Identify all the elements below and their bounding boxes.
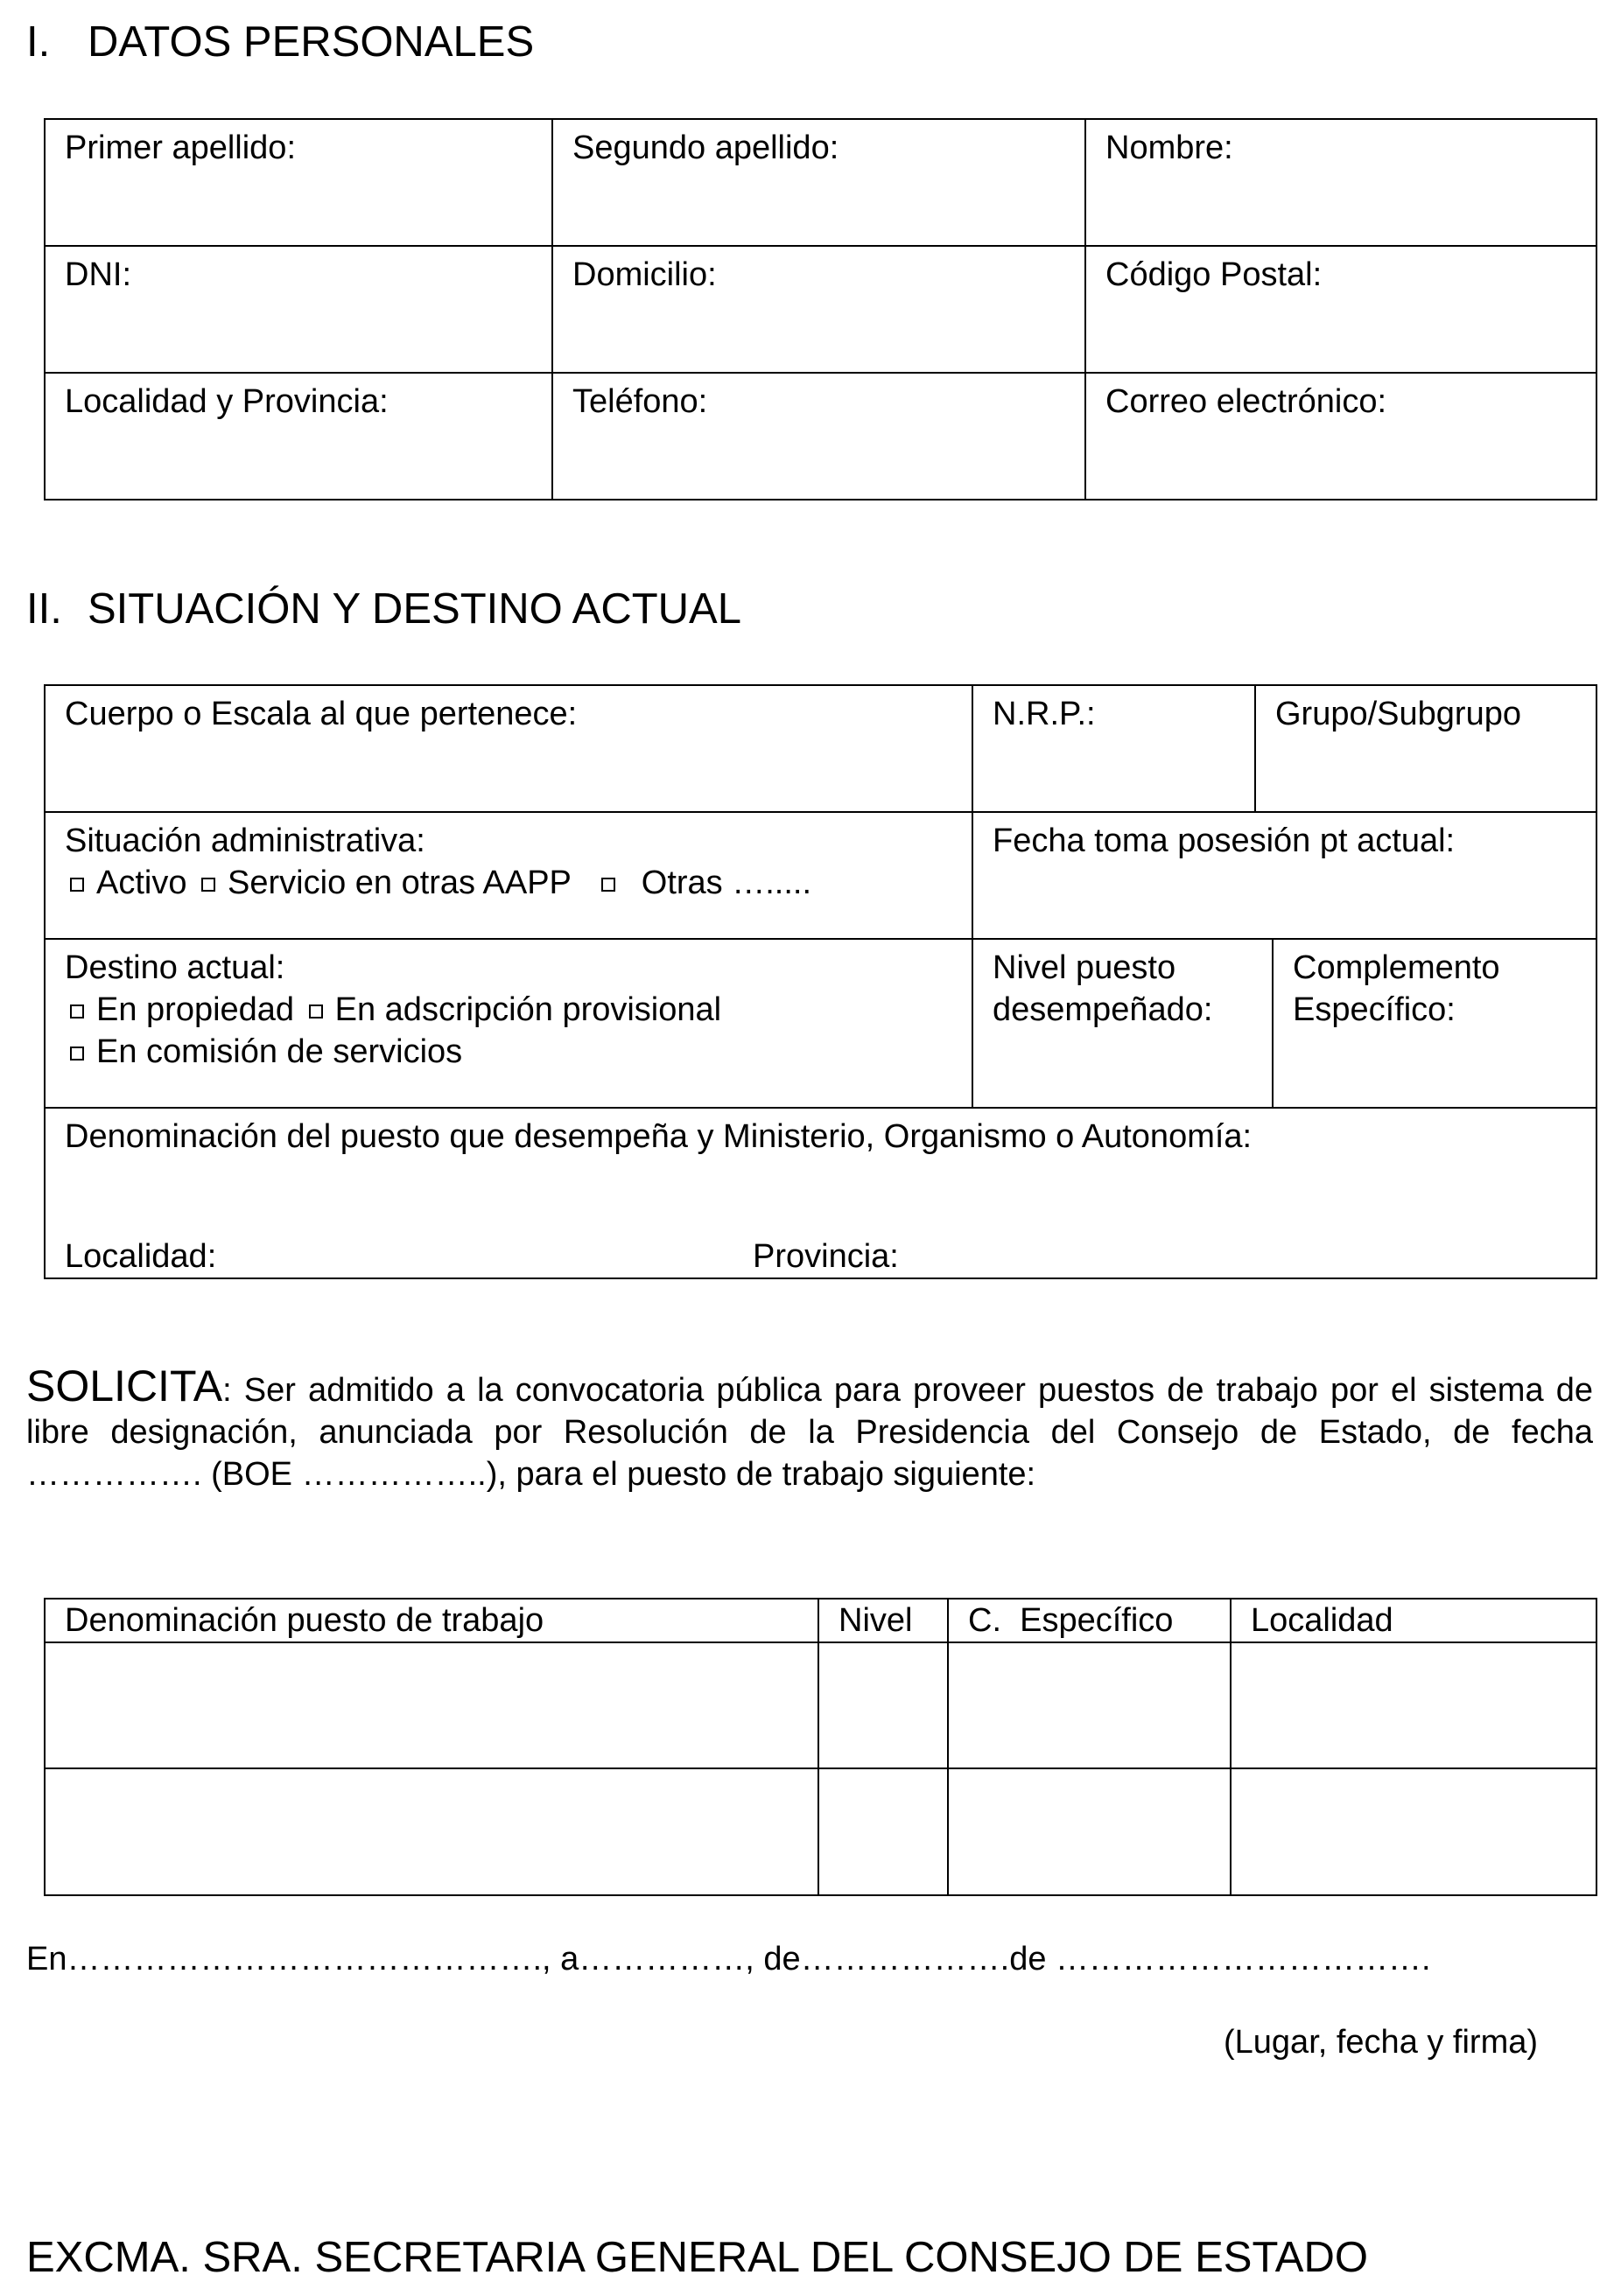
section-2-number: II. xyxy=(26,585,62,633)
adscripcion-label: En adscripción provisional xyxy=(334,991,722,1028)
destino-label: Destino actual: xyxy=(65,949,285,986)
nombre-field[interactable]: Nombre: xyxy=(1085,119,1596,246)
solicita-text: : Ser admitido a la convocatoria pública para proveer puestos de trabajo por el sistema de libre designación, anunciada por Resolución de la Presidencia del Consejo de Estado, de fecha ……………. (BOE ……………..), para el puesto de trabajo siguiente: xyxy=(26,1372,1593,1493)
en-propiedad-checkbox[interactable] xyxy=(70,1004,84,1018)
domicilio-field[interactable]: Domicilio: xyxy=(552,246,1085,373)
cell-localidad[interactable] xyxy=(1231,1768,1596,1895)
cell-nivel[interactable] xyxy=(818,1768,948,1895)
puestos-table xyxy=(44,1598,1597,1896)
dni-field[interactable]: DNI: xyxy=(45,246,552,373)
header-denominacion: Denominación puesto de trabajo xyxy=(45,1599,818,1642)
localidad-label: Localidad: xyxy=(65,1238,217,1275)
cell-especifico[interactable] xyxy=(948,1642,1231,1768)
en-propiedad-label: En propiedad xyxy=(96,991,295,1028)
section-1-title: DATOS PERSONALES xyxy=(88,18,535,66)
complemento-label-1: Complemento xyxy=(1293,949,1500,986)
complemento-field[interactable] xyxy=(1273,939,1596,1108)
table-row xyxy=(45,1768,1596,1895)
header-especifico: C. Específico xyxy=(948,1599,1231,1642)
nivel-puesto-label-2: desempeñado: xyxy=(993,991,1213,1028)
cell-localidad[interactable] xyxy=(1231,1642,1596,1768)
complemento-label-2: Específico: xyxy=(1293,991,1456,1028)
segundo-apellido-field[interactable]: Segundo apellido: xyxy=(552,119,1085,246)
addressee: EXCMA. SRA. SECRETARIA GENERAL DEL CONSEJO DE ESTADO xyxy=(26,2234,1368,2281)
signature-line: En……………………………………., a……………, de……………….de ……………………………. xyxy=(26,1941,1431,1978)
adscripcion-checkbox[interactable] xyxy=(309,1004,323,1018)
section-2-heading xyxy=(26,584,741,634)
comision-checkbox[interactable] xyxy=(70,1046,84,1060)
otras-label: Otras …..... xyxy=(641,864,812,901)
nrp-field[interactable]: N.R.P.: xyxy=(972,685,1255,812)
solicita-paragraph xyxy=(26,1362,1593,1495)
personal-data-table xyxy=(44,118,1597,500)
fecha-toma-field[interactable]: Fecha toma posesión pt actual: xyxy=(972,812,1596,939)
signature-note: (Lugar, fecha y firma) xyxy=(1224,2024,1539,2061)
telefono-field[interactable]: Teléfono: xyxy=(552,373,1085,500)
nivel-puesto-label-1: Nivel puesto xyxy=(993,949,1176,986)
header-nivel: Nivel xyxy=(818,1599,948,1642)
situacion-label: Situación administrativa: xyxy=(65,822,425,859)
destino-field xyxy=(45,939,972,1108)
table-row xyxy=(45,1642,1596,1768)
comision-label: En comisión de servicios xyxy=(96,1033,463,1070)
otras-aapp-label: Servicio en otras AAPP xyxy=(228,864,572,901)
grupo-field[interactable]: Grupo/Subgrupo xyxy=(1255,685,1596,812)
header-localidad: Localidad xyxy=(1231,1599,1596,1642)
solicita-keyword: SOLICITA xyxy=(26,1362,223,1410)
cell-especifico[interactable] xyxy=(948,1768,1231,1895)
cell-denominacion[interactable] xyxy=(45,1768,818,1895)
primer-apellido-field[interactable]: Primer apellido: xyxy=(45,119,552,246)
denominacion-field[interactable] xyxy=(45,1108,1596,1278)
codigo-postal-field[interactable]: Código Postal: xyxy=(1085,246,1596,373)
cell-nivel[interactable] xyxy=(818,1642,948,1768)
nivel-puesto-field[interactable] xyxy=(972,939,1273,1108)
correo-field[interactable]: Correo electrónico: xyxy=(1085,373,1596,500)
localidad-provincia-field[interactable]: Localidad y Provincia: xyxy=(45,373,552,500)
section-1-number: I. xyxy=(26,18,51,66)
activo-checkbox[interactable] xyxy=(70,878,84,892)
situation-table xyxy=(44,684,1597,1279)
otras-checkbox[interactable] xyxy=(601,878,615,892)
activo-label: Activo xyxy=(96,864,187,901)
section-1-heading xyxy=(26,18,534,66)
cell-denominacion[interactable] xyxy=(45,1642,818,1768)
cuerpo-field[interactable]: Cuerpo o Escala al que pertenece: xyxy=(45,685,972,812)
otras-aapp-checkbox[interactable] xyxy=(201,878,215,892)
provincia-label: Provincia: xyxy=(753,1238,899,1275)
section-2-title: SITUACIÓN Y DESTINO ACTUAL xyxy=(88,585,741,633)
situacion-field xyxy=(45,812,972,939)
denominacion-label: Denominación del puesto que desempeña y Ministerio, Organismo o Autonomía: xyxy=(65,1118,1253,1155)
